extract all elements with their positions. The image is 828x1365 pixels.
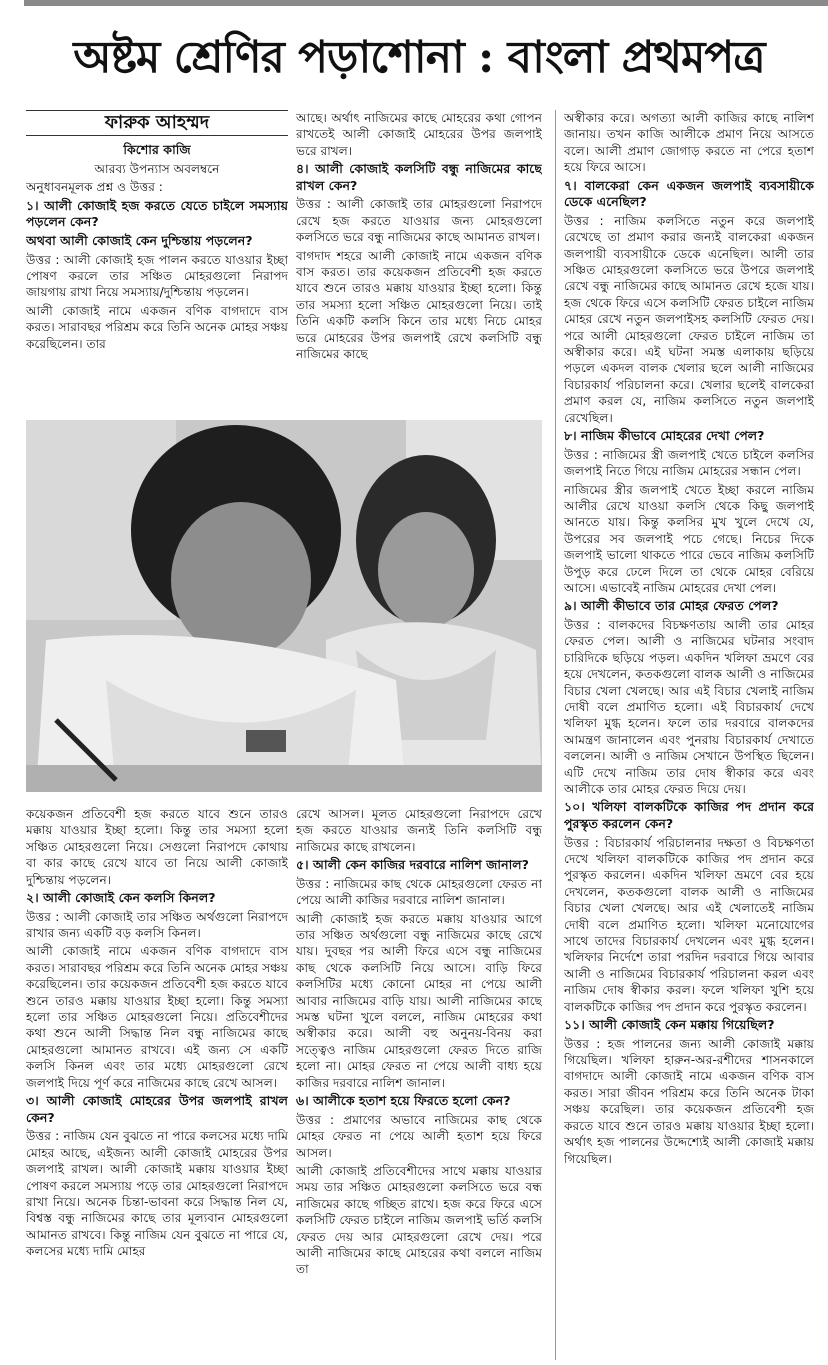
question-1-alt: অথবা আলী কোজাই কেন দুশ্চিন্তায় পড়লেন? [26,233,253,248]
paragraph-col2-2: বাগদাদ শহরে আলী কোজাই নামে একজন বণিক বাস করত। তার কয়েকজন প্রতিবেশী হজ করতে যাবে শুনে তারও মক্কায় যাওয়ার ইচ্ছা হলো। কিন্তু তার সমস্যা হলো সঞ্চিত মোহরগুলো নিয়ে। তাই তিনি একটি কলসি কিনে তার মধ্যে নিচে মোহর ভরে মোহরের উপর জলপাই রেখে কলসিটি বন্ধু নাজিমের কাছে [296,248,542,362]
paragraph-1: আলী কোজাই নামে একজন বণিক বাগদাদে বাস করত। সারাবছর পরিশ্রম করে তিনি অনেক মোহর সঞ্চয় করেছিলেন। তার [26,303,288,351]
answer-6: উত্তর : প্রমাণের অভাবে নাজিমের কাছ থেকে মোহর ফেরত না পেয়ে আলী হতাশ হয়ে ফিরে আসল। [296,1112,542,1160]
answer-8: উত্তর : নাজিমের স্ত্রী জলপাই খেতে চাইলে কলসির জলপাই নিতে গিয়ে নাজিম মোহরের সন্ধান পেল। [564,447,814,479]
question-1: ১। আলী কোজাই হজ করতে যেতে চাইলে সমস্যায় পড়লেন কেন? [26,197,288,230]
question-8: ৮। নাজিম কীভাবে মোহরের দেখা পেল? [564,428,765,444]
question-3: ৩। আলী কোজাই মোহরের উপর জলপাই রাখল কেন? [26,1093,288,1125]
column-3 [564,110,814,1362]
paragraph-col1b-1: কয়েকজন প্রতিবেশী হজ করতে যাবে শুনে তারও মক্কায় যাওয়ার ইচ্ছা হলো। কিন্তু তার সমস্যা হলো সঞ্চিত মোহরগুলো নিয়ে। সেগুলো নিরাপদে কোথায় বা কার কাছে রেখে যাবে তা নিয়ে আলী কোজাই দুশ্চিন্তায় পড়লেন। [26,807,288,887]
question-10: ১০। খলিফা বালকটিকে কাজির পদ প্রদান করে পুরস্কৃত করলেন কেন? [564,799,814,831]
answer-7: উত্তর : নাজিম কলসিতে নতুন করে জলপাই রেখেছে তা প্রমাণ করার জন্যই বালকেরা একজন জলপায়ী ব্যবসায়ীকে ডেকে এনেছিল। আলী তার সঞ্চিত মোহরগুলো কলসিতে ভরে উপরে জলপাই রেখে বন্ধু নাজিমের কাছে আমানত রেখে হজে যায়। হজ থেকে ফিরে এসে কলসিটি ফেরত চাইলে নাজিম মোহর রেখে নতুন জলপাইসহ কলসিটি ফেরত দেয়। পরে আলী মোহরগুলো ফেরত চাইলে নাজিম তা অস্বীকার করে। এই ঘটনা সমস্ত এলাকায় ছড়িয়ে পড়লে একদল বালক খেলার ছলে আলী নাজিমের বিচারকার্য পরিচালনা করে। খেলার ছলেই বালকেরা প্রমাণ করল যে, নাজিম কলসিতে নতুন জলপাই রেখেছিল। [564,213,814,425]
answer-2: উত্তর : আলী কোজাই তার সঞ্চিত অর্থগুলো নিরাপদে রাখার জন্য একটি বড় কলসি কিনল। [26,909,288,941]
column-1-bottom [26,806,288,1361]
question-6: ৬। আলীকে হতাশ হয়ে ফিরতে হলো কেন? [296,1093,511,1109]
paragraph-col2b-1: রেখে আসল। মূলত মোহরগুলো নিরাপদে রেখে হজ করতে যাওয়ার জন্যই তিনি কলসিটি বন্ধু নাজিমের কাছে রাখলেন। [296,807,542,854]
lesson-subtitle: আরব্য উপন্যাস অবলম্বনে [94,162,220,176]
question-11: ১১। আলী কোজাই কেন মক্কায় গিয়েছিল? [564,1017,775,1033]
top-rule [24,0,828,6]
column-2-top [296,110,542,410]
answer-4: উত্তর : আলী কোজাই তার মোহরগুলো নিরাপদে রেখে হজ করতে যাওয়ার জন্য মোহরগুলো কলসিতে ভরে বন্ধু নাজিমের কাছে আমানত রাখল। [296,197,542,245]
paragraph-col3-2: নাজিমের স্ত্রীর জলপাই খেতে ইচ্ছা করলে নাজিম আলীর রেখে যাওয়া কলসি থেকে কিছু জলপাই আনতে যায়। কিন্তু কলসির মুখ খুলে দেখে যে, উপরের সব জলপাই পচে গেছে। নিচের দিকে জলপাই ভালো থাকতে পারে ভেবে নাজিম কলসিটি উপুড় করে ঢেলে দিলে তা থেকে মোহর বেরিয়ে আসে। এভাবেই নাজিম মোহরের দেখা পেল। [564,482,814,595]
paragraph-col2-1: আছে। অর্থাৎ নাজিমের কাছে মোহরের কথা গোপন রাখতেই আলী কোজাই মোহরের উপর জলপাই ভরে রাখল। [296,111,542,158]
page-headline: অষ্টম শ্রেণির পড়াশোনা : বাংলা প্রথমপত্র [73,32,765,83]
column-1-top [26,110,288,410]
students-photo-illustration [26,420,542,792]
students-photo [26,420,542,792]
paragraph-col2b-2: আলী কোজাই হজ করতে মক্কায় যাওয়ার আগে তার সঞ্চিত অর্থগুলো বন্ধু নাজিমের কাছে রেখে যায়। দুবছর পর আলী ফিরে এসে বন্ধু নাজিমের কাছ থেকে কলসিটি নিয়ে আসে। বাড়ি ফিরে কলসিটির মধ্যে কোনো মোহর না পেয়ে আলী আবার নাজিমের বাড়ি যায়। আলী নাজিমের কাছে সমস্ত ঘটনা খুলে বললে, নাজিম মোহরের কথা অস্বীকার করে। আলী বহু অনুনয়-বিনয় করা সত্ত্বেও নাজিম মোহরগুলো ফেরত দিতে রাজি হলো না। মোহর ফেরত না পেয়ে আলী বাধ্য হয়ে কাজির দরবারে নালিশ জানাল। [296,911,542,1090]
question-9: ৯। আলী কীভাবে তার মোহর ফেরত পেল? [564,598,779,614]
paragraph-col1b-2: আলী কোজাই নামে একজন বণিক বাগদাদে বাস করত। সারাবছর পরিশ্রম করে তিনি অনেক মোহর সঞ্চয় করেছিলেন। তার কয়েকজন প্রতিবেশী হজ করতে যাবে শুনে তারও মক্কায় যাওয়ার ইচ্ছা হলো। কিন্তু সমস্যা হলো তার সঞ্চিত মোহরগুলো নিয়ে। প্রতিবেশীদের কথা শুনে আলী সিদ্ধান্ত নিল বন্ধু নাজিমের কাছে মোহরগুলো আমানত রাখবে। এই জন্য সে একটি কলসি কিনল এবং তার মধ্যে মোহরগুলো রেখে জলপাই দিয়ে পূর্ণ করে নাজিমের কাছে রেখে আসল। [26,944,288,1090]
answer-5: উত্তর : নাজিমের কাছ থেকে মোহরগুলো ফেরত না পেয়ে আলী কাজির দরবারে নালিশ জানাল। [296,876,542,908]
answer-10: উত্তর : বিচারকার্য পরিচালনার দক্ষতা ও বিচক্ষণতা দেখে খলিফা বালকটিকে কাজির পদ প্রদান করে পুরস্কৃত করলেন। একদিন খলিফা ভ্রমণে বের হয়ে দেখলেন, কতকগুলো বালক আলী ও নাজিমের বিচার খেলা খেলছে। আর এই খেলাতেই নাজিম দোষী বলে প্রমাণিত হলো। খলিফা মনোযোগের সাথে তাদের বিচারকার্য দেখলেন এবং মুগ্ধ হলেন। খলিফার নির্দেশে তারা পরদিন দরবারে গিয়ে আবার আলী ও নাজিমের বিচারকার্য পরিচালনা করল এবং নাজিম দোষ স্বীকার করল। ফলে খলিফা খুশি হয়ে বালকটিকে কাজির পদ প্রদান করে পুরস্কৃত করলেন। [564,835,814,1014]
answer-3: উত্তর : নাজিম যেন বুঝতে না পারে কলসের মধ্যে দামি মোহর আছে, এইজন্য আলী কোজাই মোহরের উপর জলপাই রাখল। আলী কোজাই মক্কায় যাওয়ার ইচ্ছা পোষণ করলে সমস্যায় পড়ে তার মোহরগুলো নিরাপদে রাখা নিয়ে। অনেক চিন্তা-ভাবনা করে সিদ্ধান্ত নিল যে, বিশ্বস্ত বন্ধু নাজিমের কাছে তার মূল্যবান মোহরগুলো আমানত রাখবে। কিন্তু নাজিম যেন বুঝতে না পারে যে, কলসের মধ্যে দামি মোহর [26,1129,288,1259]
question-7: ৭। বালকেরা কেন একজন জলপাই ব্যবসায়ীকে ডেকে এনেছিল? [564,177,814,210]
column-divider [555,110,556,1360]
question-5: ৫। আলী কেন কাজির দরবারে নালিশ জানাল? [296,857,529,873]
author-byline: ফারুক আহম্মদ [26,110,288,136]
answer-1: উত্তর : আলী কোজাই হজ পালন করতে যাওয়ার ইচ্ছা পোষণ করলে তার সঞ্চিত মোহরগুলো নিরাপদ জায়গায় রাখা নিয়ে সমস্যায়/দুশ্চিন্তায় পড়লেন। [26,252,288,300]
question-4: ৪। আলী কোজাই কলসিটি বন্ধু নাজিমের কাছে রাখল কেন? [296,161,542,193]
column-2-bottom [296,806,542,1361]
question-2: ২। আলী কোজাই কেন কলসি কিনল? [26,890,216,906]
lesson-title: কিশোর কাজি [123,142,191,158]
paragraph-col3-1: অস্বীকার করে। অগত্যা আলী কাজির কাছে নালিশ জানায়। তখন কাজি আলীকে প্রমাণ নিয়ে আসতে বলে। আলী প্রমাণ জোগাড় করতে না পেরে হতাশ হয়ে ফিরে আসে। [564,111,814,175]
section-label: অনুধাবনমূলক প্রশ্ন ও উত্তর : [26,180,163,195]
answer-11: উত্তর : হজ পালনের জন্য আলী কোজাই মক্কায় গিয়েছিল। খলিফা হারুন-অর-রশীদের শাসনকালে বাগদাদে আলী কোজাই নামে একজন বণিক বাস করত। সারা জীবন পরিশ্রম করে তিনি অনেক টাকা সঞ্চয় করেছিল। তার কয়েকজন প্রতিবেশী হজ করতে যাবে শুনে তারও মক্কায় যাওয়ার ইচ্ছা হলো। অর্থাৎ হজ পালনের উদ্দেশ্যেই আলী কোজাই মক্কায় গিয়েছিল। [564,1036,814,1166]
paragraph-col2b-3: আলী কোজাই প্রতিবেশীদের সাথে মক্কায় যাওয়ার সময় তার সঞ্চিত মোহরগুলো কলসিতে ভরে বন্ধ নাজিমের কাছে গচ্ছিত রাখে। হজ করে ফিরে এসে কলসিটি ফেরত চাইলে নাজিম জলপাই ভর্তি কলসি ফেরত দেয় আর মোহরগুলো রেখে দেয়। পরে আলী নাজিমের কাছে মোহরের কথা বললে নাজিম তা [296,1163,542,1277]
answer-9: উত্তর : বালকদের বিচক্ষণতায় আলী তার মোহর ফেরত পেল। আলী ও নাজিমের ঘটনার সংবাদ চারিদিকে ছড়িয়ে পড়ল। একদিন খলিফা ভ্রমণে বের হয়ে দেখলেন, কতকগুলো বালক আলী ও নাজিমের বিচার খেলা খেলছে। আর এই বিচার খেলাই নাজিম দোষী বলে প্রমাণিত হলো। এই বিচারকার্য দেখে খলিফা মুগ্ধ হলেন। ফলে তার দরবারে বালকদের আমন্ত্রণ জানালেন এবং পুনরায় বিচারকার্য দেখাতে বললেন। আলী ও নাজিম সেখানে উপস্থিত ছিলেন। এটি দেখে নাজিম তার দোষ স্বীকার করে এবং আলীকে তার মোহর ফেরত দিয়ে দেয়। [564,617,814,796]
